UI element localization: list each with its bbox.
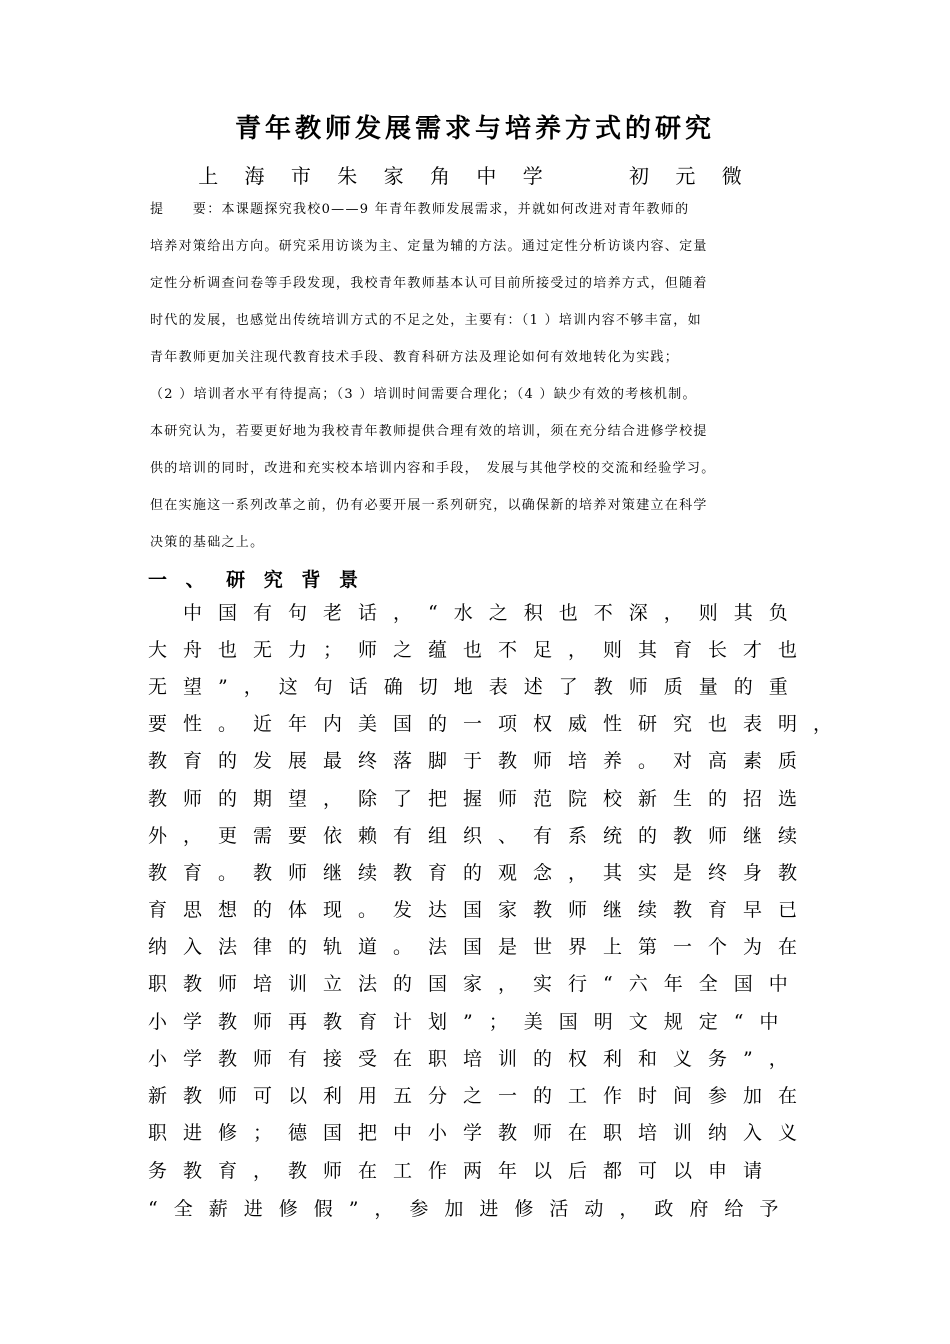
author-line: 上 海 市 朱 家 角 中 学 初 元 微 [198,164,752,188]
section-heading: 一 、 研 究 背 景 [148,569,364,591]
abstract-line: 本研究认为，若要更好地为我校青年教师提供合理有效的培训，须在充分结合进修学校提 [150,424,708,439]
body-line: 教师的期望，除了把握师范院校新生的招选 [148,788,814,810]
abstract-line: 但在实施这一系列改革之前，仍有必要开展一系列研究，以确保新的培养对策建立在科学 [150,498,708,513]
body-line: 中国有句老话，“水之积也不深，则其负 [148,602,804,624]
body-line: 职教师培训立法的国家，实行“六年全国中 [148,973,804,995]
body-line: 务教育，教师在工作两年以后都可以申请 [148,1160,779,1182]
page-title: 青年教师发展需求与培养方式的研究 [234,114,715,144]
abstract-line: （2 ）培训者水平有待提高；（3 ）培训时间需要合理化；（4 ）缺少有效的考核机制。 [150,387,697,402]
abstract-line: 供的培训的同时，改进和充实校本培训内容和手段， 发展与其他学校的交流和经验学习。 [150,461,716,476]
abstract-line: 决策的基础之上。 [150,535,265,550]
body-line: “全薪进修假”，参加进修活动，政府给予 [148,1198,795,1220]
body-line: 育思想的体现。发达国家教师继续教育早已 [148,899,814,921]
body-line: 职进修；德国把中小学教师在职培训纳入义 [148,1122,814,1144]
body-line: 小学教师再教育计划”；美国明文规定“中 [148,1011,795,1033]
body-line: 纳入法律的轨道。法国是世界上第一个为在 [148,936,814,958]
body-line: 教育的发展最终落脚于教师培养。对高素质 [148,750,814,772]
body-line: 要性。近年内美国的一项权威性研究也表明， [148,713,849,735]
abstract-line: 培养对策给出方向。研究采用访谈为主、定量为辅的方法。通过定性分析访谈内容、定量 [150,239,708,254]
abstract-line: 定性分析调查问卷等手段发现，我校青年教师基本认可目前所接受过的培养方式，但随着 [150,276,708,291]
body-line: 新教师可以利用五分之一的工作时间参加在 [148,1085,814,1107]
body-line: 无望”，这句话确切地表述了教师质量的重 [148,676,804,698]
body-line: 外，更需要依赖有组织、有系统的教师继续 [148,825,814,847]
body-line: 教育。教师继续教育的观念，其实是终身教 [148,862,814,884]
body-line: 大舟也无力；师之蕴也不足，则其育长才也 [148,639,814,661]
body-line: 小学教师有接受在职培训的权利和义务”， [148,1048,804,1070]
abstract-line: 提 要：本课题探究我校0——9 年青年教师发展需求，并就如何改进对青年教师的 [150,202,690,217]
abstract-line: 青年教师更加关注现代教育技术手段、教育科研方法及理论如何有效地转化为实践； [150,350,680,365]
abstract-line: 时代的发展，也感觉出传统培训方式的不足之处，主要有：（1 ）培训内容不够丰富，如 [150,313,702,328]
